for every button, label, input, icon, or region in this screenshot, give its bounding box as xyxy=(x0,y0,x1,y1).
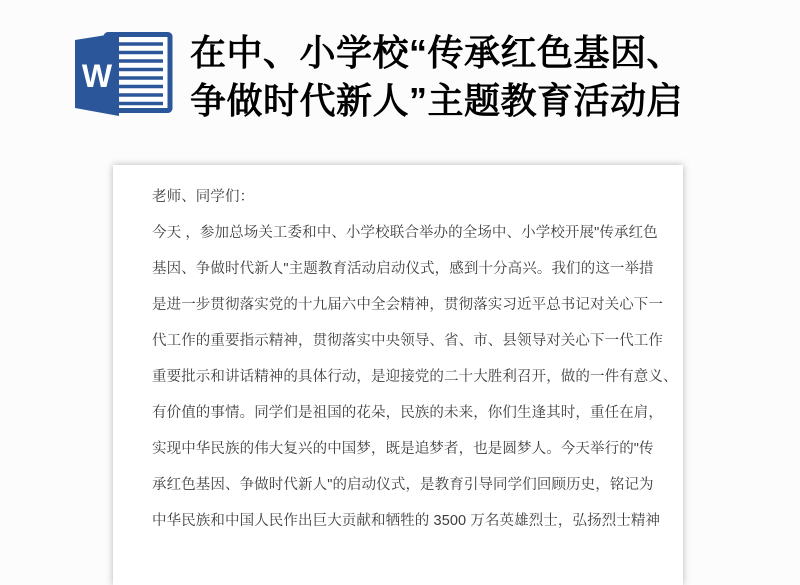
document-title xyxy=(190,29,683,125)
doc-line: 基因、争做时代新人"主题教育活动启动仪式，感到十分高兴。我们的这一举措 xyxy=(152,261,654,277)
doc-line-salutation: 老师、同学们： xyxy=(152,189,255,205)
doc-line: 承红色基因、争做时代新人"的启动仪式，是教育引导同学们回顾历史，铭记为 xyxy=(152,477,654,493)
doc-line: 是进一步贯彻落实党的十九届六中全会精神，贯彻落实习近平总书记对关心下一 xyxy=(152,297,663,313)
title-line-1: 在中、小学校“传承红色基因、 xyxy=(190,32,684,73)
doc-line: 代工作的重要指示精神，贯彻落实中央领导、省、市、县领导对关心下一代工作 xyxy=(152,333,663,349)
doc-line: 有价值的事情。同学们是祖国的花朵，民族的未来，你们生逢其时，重任在肩， xyxy=(152,405,663,421)
word-icon-graphic xyxy=(75,31,173,117)
svg-text:W: W xyxy=(81,58,113,94)
doc-line: 实现中华民族的伟大复兴的中国梦，既是追梦者，也是圆梦人。今天举行的"传 xyxy=(152,441,654,457)
document-sheet xyxy=(113,165,683,585)
word-icon xyxy=(75,31,173,117)
header xyxy=(0,0,800,140)
doc-line: 重要批示和讲话精神的具体行动，是迎接党的二十大胜利召开，做的一件有意义、 xyxy=(152,369,678,385)
doc-line: 中华民族和中国人民作出巨大贡献和牺牲的 3500 万名英雄烈士，弘扬烈士精神 xyxy=(152,513,661,529)
doc-line: 今天 ，参加总场关工委和中、小学校联合举办的全场中、小学校开展"传承红色 xyxy=(152,225,658,241)
title-line-2: 争做时代新人”主题教育活动启 xyxy=(190,80,684,121)
